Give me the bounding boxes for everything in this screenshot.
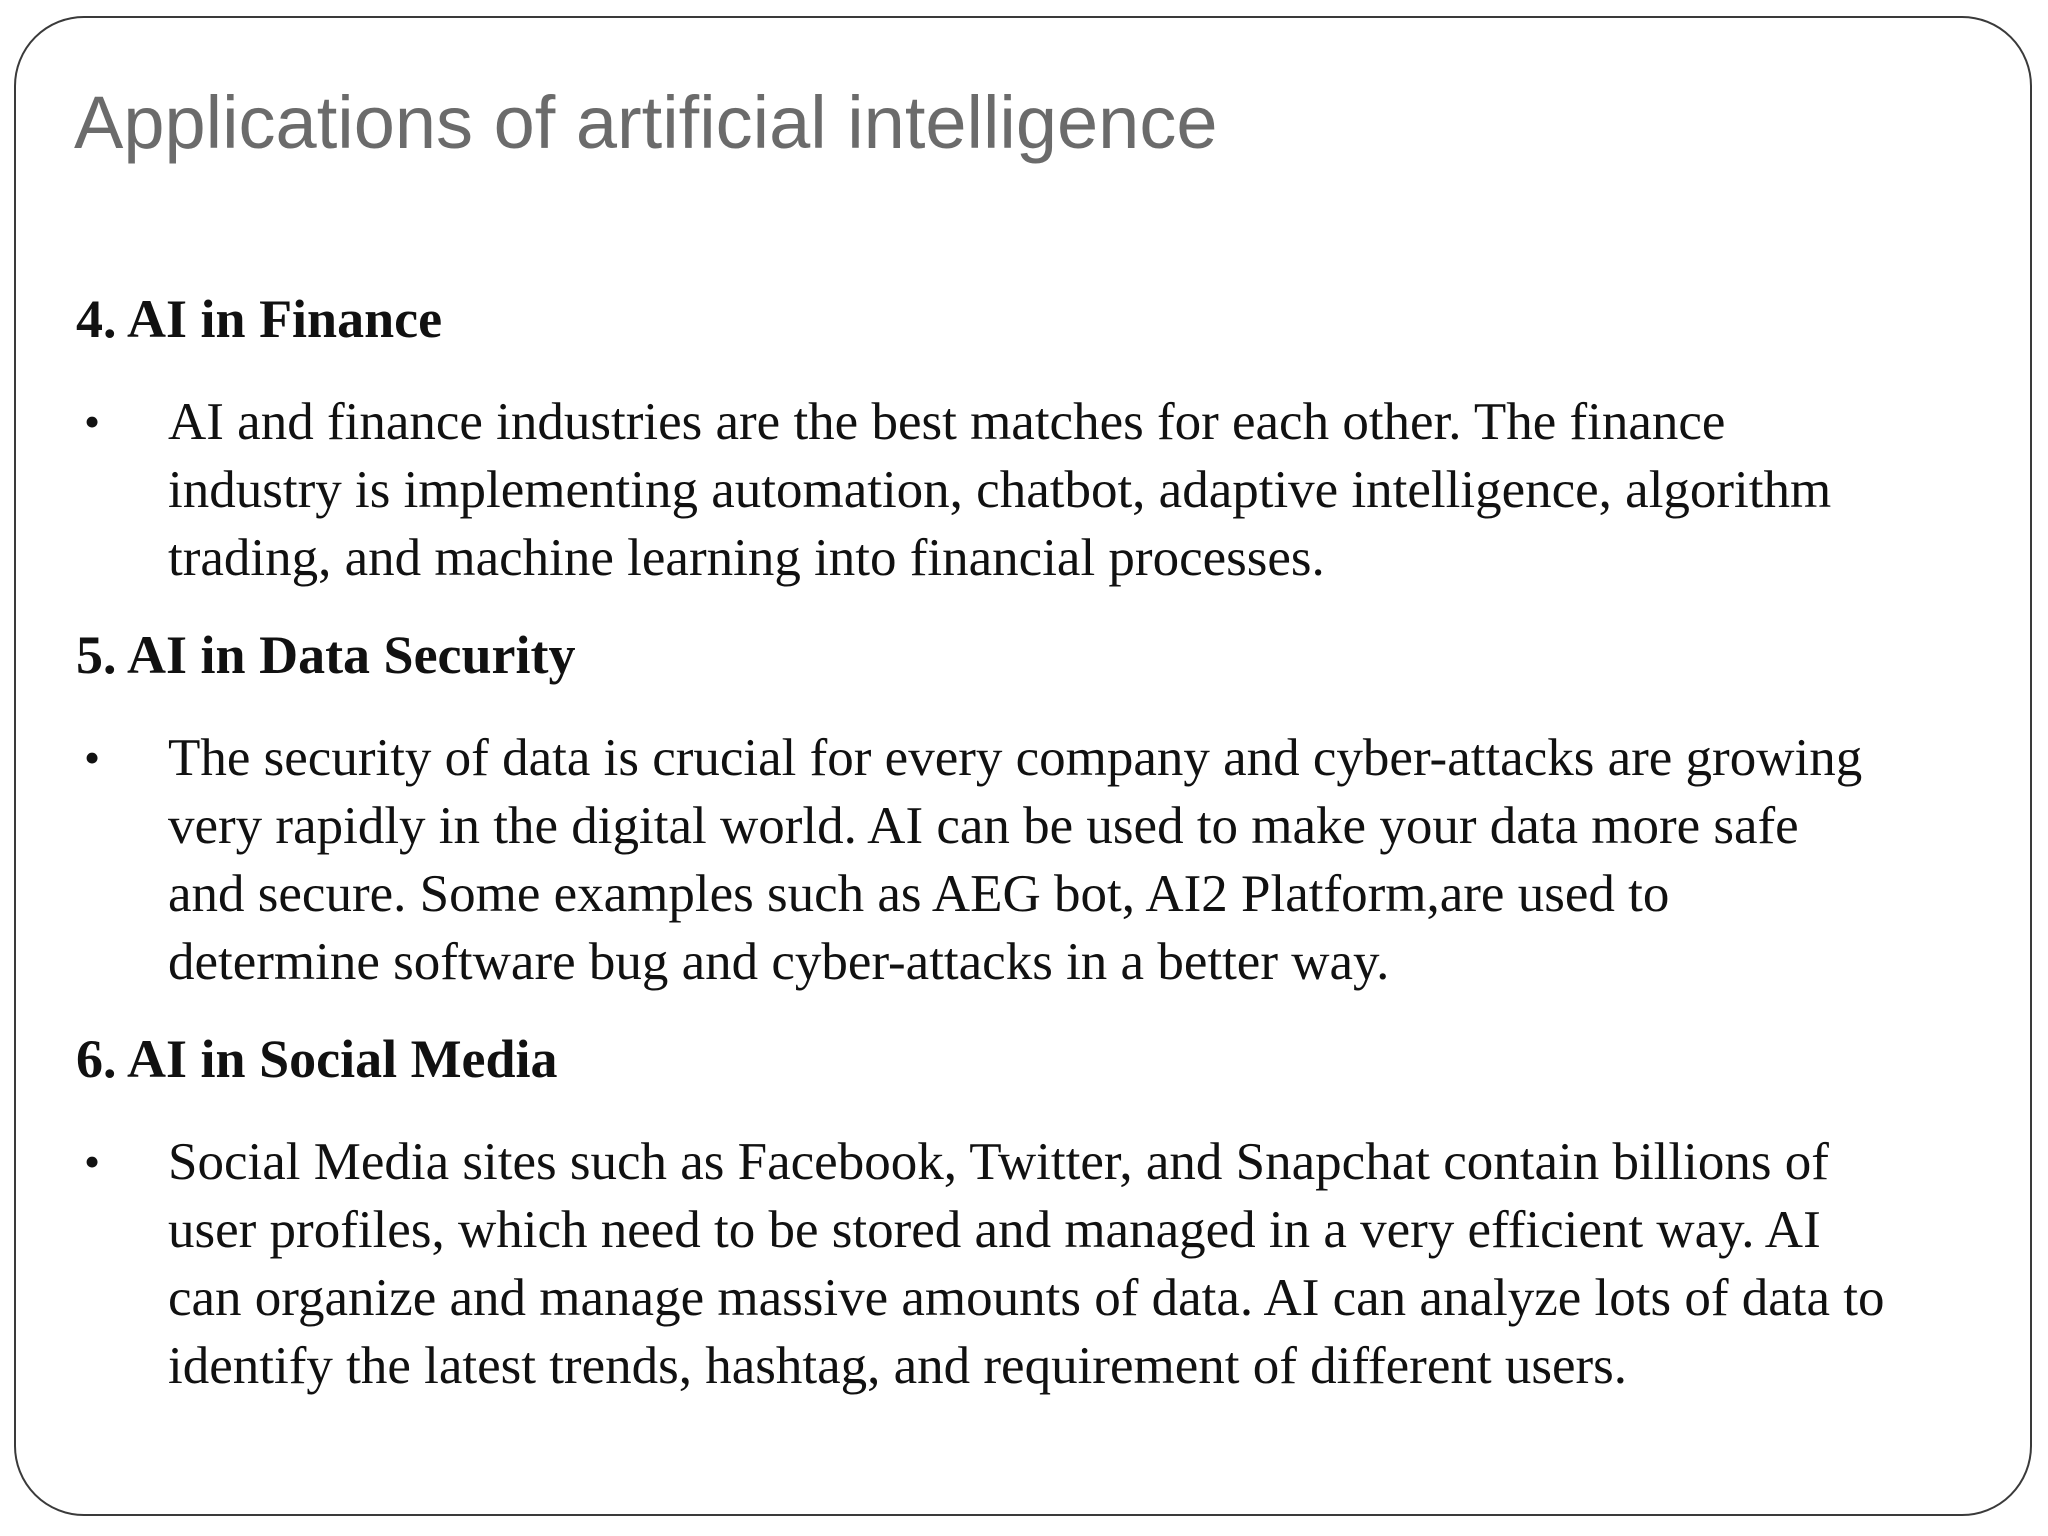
bullet-line: user profiles, which need to be stored and managed in a very efficient way. AI <box>168 1201 1821 1259</box>
section-heading-data-security: 5. AI in Data Security <box>76 625 576 685</box>
bullet-dot-icon: • <box>84 732 101 783</box>
bullet-line: trading, and machine learning into financial processes. <box>168 529 1325 587</box>
bullet-line: The security of data is crucial for every company and cyber-attacks are growing <box>168 729 1863 787</box>
slide-frame <box>14 16 2032 1516</box>
bullet-line: very rapidly in the digital world. AI can be used to make your data more safe <box>168 797 1799 855</box>
bullet-line: and secure. Some examples such as AEG bot, AI2 Platform,are used to <box>168 865 1670 923</box>
section-heading-finance: 4. AI in Finance <box>76 289 443 349</box>
bullet-line: determine software bug and cyber-attacks in a better way. <box>168 933 1390 991</box>
bullet-line: Social Media sites such as Facebook, Twitter, and Snapchat contain billions of <box>168 1133 1829 1191</box>
slide-content <box>76 286 2016 1430</box>
bullet-line: AI and finance industries are the best matches for each other. The finance <box>168 393 1726 451</box>
bullet-social-media <box>76 1128 2016 1400</box>
bullet-data-security <box>76 724 2016 996</box>
section-data-security <box>76 622 2016 996</box>
bullet-finance <box>76 388 2016 592</box>
bullet-dot-icon: • <box>84 396 101 447</box>
bullet-line: can organize and manage massive amounts of data. AI can analyze lots of data to <box>168 1269 1885 1327</box>
section-social-media <box>76 1026 2016 1400</box>
bullet-line: industry is implementing automation, chatbot, adaptive intelligence, algorithm <box>168 461 1832 519</box>
section-finance <box>76 286 2016 592</box>
slide-title: Applications of artificial intelligence <box>74 81 1218 164</box>
bullet-line: identify the latest trends, hashtag, and requirement of different users. <box>168 1337 1628 1395</box>
bullet-dot-icon: • <box>84 1136 101 1187</box>
section-heading-social-media: 6. AI in Social Media <box>76 1029 558 1089</box>
